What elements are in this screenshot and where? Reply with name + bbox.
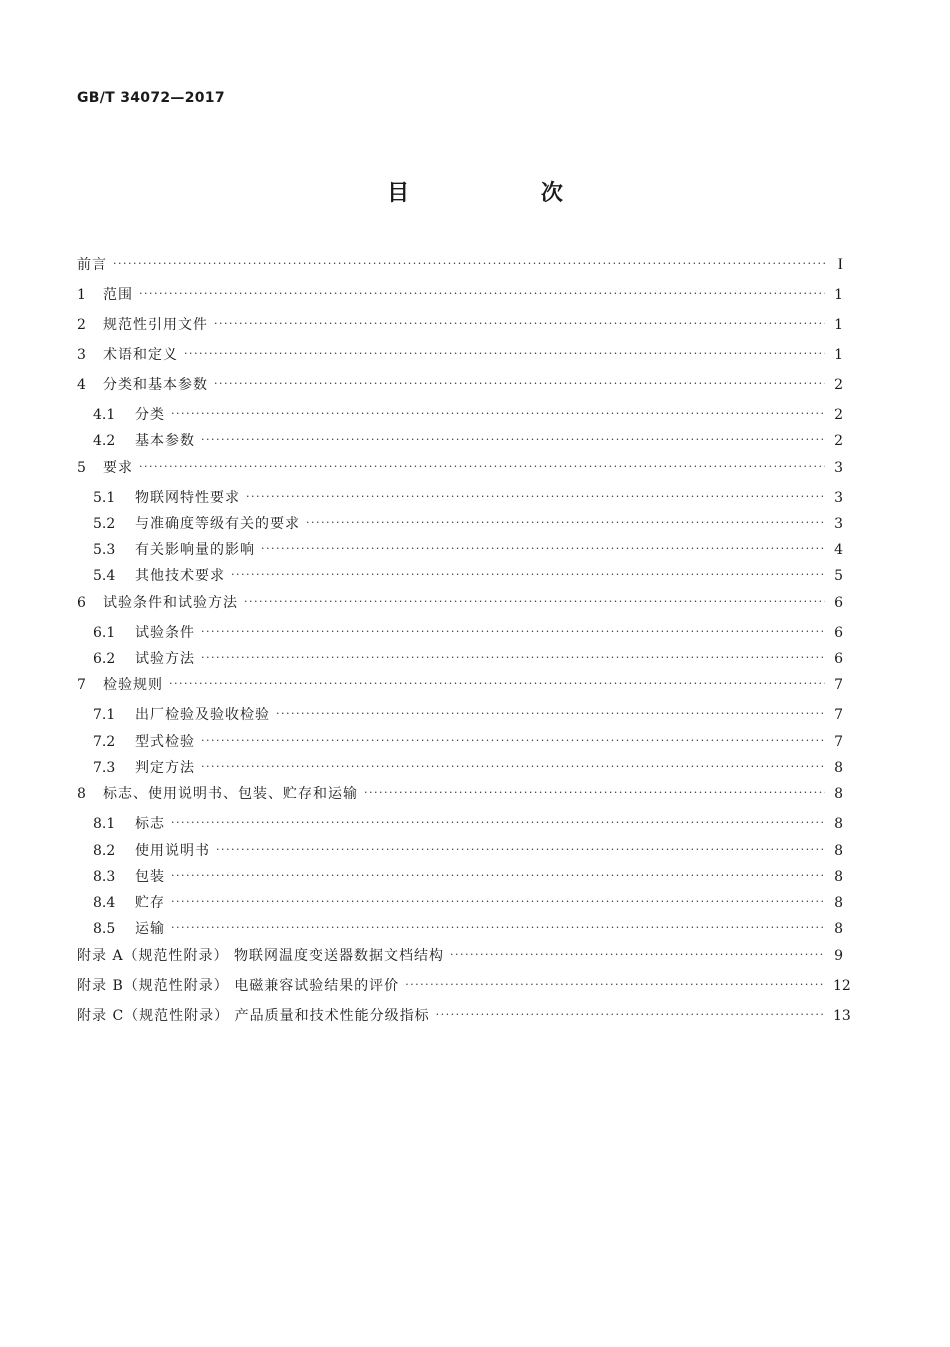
toc-leader-dots xyxy=(306,516,825,529)
toc-entry-page: 3 xyxy=(834,489,843,506)
toc-entry[interactable] xyxy=(77,404,843,430)
toc-entry[interactable] xyxy=(77,622,843,648)
toc-entry-number: 1 xyxy=(77,287,86,303)
toc-entry[interactable] xyxy=(77,314,843,344)
toc-leader-dots xyxy=(113,257,825,270)
toc-entry-page: 1 xyxy=(834,317,843,333)
toc-entry-page: 4 xyxy=(834,542,843,559)
toc-entry-label: 附录 C（规范性附录） 产品质量和技术性能分级指标 xyxy=(77,1007,430,1024)
toc-leader-dots xyxy=(450,948,825,961)
toc-entry[interactable] xyxy=(77,1005,851,1035)
toc-entry[interactable] xyxy=(77,813,843,839)
toc-entry[interactable] xyxy=(77,648,843,674)
toc-entry-number: 4 xyxy=(77,377,86,393)
toc-leader-dots xyxy=(214,317,825,330)
toc-entry-page: 1 xyxy=(834,347,843,363)
toc-leader-dots xyxy=(171,869,825,882)
toc-entry-page: 13 xyxy=(833,1007,851,1024)
toc-entry[interactable] xyxy=(77,840,843,866)
toc-leader-dots xyxy=(201,651,825,664)
toc-entry-page: 2 xyxy=(834,377,843,393)
toc-entry-number: 3 xyxy=(77,347,86,363)
toc-leader-dots xyxy=(139,287,825,300)
toc-entry[interactable] xyxy=(77,945,843,975)
toc-entry-label: 包装 xyxy=(135,868,165,885)
toc-leader-dots xyxy=(171,895,825,908)
toc-entry-label: 基本参数 xyxy=(135,433,195,450)
toc-entry-page: 5 xyxy=(834,568,843,585)
toc-entry[interactable] xyxy=(77,374,843,404)
toc-entry-label: 试验方法 xyxy=(135,651,195,668)
toc-entry-label: 贮存 xyxy=(135,895,165,912)
toc-entry-number: 7.1 xyxy=(93,707,116,724)
toc-leader-dots xyxy=(169,677,825,690)
toc-entry[interactable] xyxy=(77,430,843,456)
toc-entry-number: 8.1 xyxy=(93,816,116,833)
toc-entry[interactable] xyxy=(77,592,843,622)
toc-entry-number: 7 xyxy=(77,677,86,694)
toc-entry[interactable] xyxy=(77,975,851,1005)
toc-entry[interactable] xyxy=(77,539,843,565)
toc-entry-label: 分类和基本参数 xyxy=(103,377,208,393)
toc-entry-label: 附录 A（规范性附录） 物联网温度变送器数据文档结构 xyxy=(77,947,445,964)
toc-leader-dots xyxy=(246,490,825,503)
toc-leader-dots xyxy=(214,377,825,390)
toc-entry-page: 8 xyxy=(834,868,843,885)
toc-entry[interactable] xyxy=(77,704,843,730)
toc-entry-page: 9 xyxy=(834,947,843,964)
toc-entry-page: 2 xyxy=(834,407,843,423)
toc-entry-number: 6.2 xyxy=(93,651,116,668)
toc-leader-dots xyxy=(184,347,825,360)
toc-leader-dots xyxy=(405,978,825,991)
toc-entry[interactable] xyxy=(77,757,843,783)
toc-entry-label: 物联网特性要求 xyxy=(135,489,240,506)
toc-leader-dots xyxy=(139,460,825,473)
toc-entry-label: 判定方法 xyxy=(135,759,195,776)
toc-entry-page: 8 xyxy=(834,786,843,803)
table-of-contents xyxy=(77,254,851,1035)
toc-entry-page: 8 xyxy=(834,842,843,859)
toc-entry-label: 有关影响量的影响 xyxy=(135,542,255,559)
toc-leader-dots xyxy=(276,707,825,720)
toc-entry[interactable] xyxy=(77,254,843,284)
toc-entry-number: 8.2 xyxy=(93,842,116,859)
toc-entry-label: 检验规则 xyxy=(103,677,163,694)
toc-entry-number: 8.3 xyxy=(93,868,116,885)
toc-entry-page: 3 xyxy=(834,459,843,476)
toc-leader-dots xyxy=(171,816,825,829)
toc-entry-label: 型式检验 xyxy=(135,733,195,750)
toc-leader-dots xyxy=(201,760,825,773)
toc-entry-page: 3 xyxy=(834,515,843,532)
toc-entry-number: 6 xyxy=(77,594,86,611)
toc-entry-page: 8 xyxy=(834,816,843,833)
toc-entry-number: 4.2 xyxy=(93,433,116,450)
toc-entry-label: 出厂检验及验收检验 xyxy=(135,707,270,724)
toc-entry-page: 7 xyxy=(834,733,843,750)
toc-entry[interactable] xyxy=(77,487,843,513)
toc-entry-page: 8 xyxy=(834,759,843,776)
toc-entry-label: 试验条件和试验方法 xyxy=(103,594,238,611)
toc-entry-page: I xyxy=(837,256,843,273)
toc-leader-dots xyxy=(201,433,825,446)
toc-leader-dots xyxy=(436,1008,825,1021)
toc-entry-page: 7 xyxy=(834,677,843,694)
toc-entry-number: 5.2 xyxy=(93,515,116,532)
toc-entry-label: 与准确度等级有关的要求 xyxy=(135,515,300,532)
toc-entry-label: 运输 xyxy=(135,921,165,938)
toc-entry[interactable] xyxy=(77,565,843,591)
toc-entry-number: 5.3 xyxy=(93,542,116,559)
toc-entry[interactable] xyxy=(77,866,843,892)
toc-entry[interactable] xyxy=(77,674,843,704)
toc-leader-dots xyxy=(216,843,825,856)
toc-leader-dots xyxy=(171,921,825,934)
toc-entry-number: 5 xyxy=(77,459,86,476)
standard-code: GB/T 34072—2017 xyxy=(77,90,225,106)
toc-entry-number: 5.1 xyxy=(93,489,116,506)
toc-entry-page: 12 xyxy=(833,977,851,994)
toc-leader-dots xyxy=(171,407,825,420)
toc-entry-label: 标志 xyxy=(135,816,165,833)
toc-entry-label: 试验条件 xyxy=(135,624,195,641)
toc-entry-page: 7 xyxy=(834,707,843,724)
toc-entry-page: 8 xyxy=(834,921,843,938)
toc-entry-label: 使用说明书 xyxy=(135,842,210,859)
toc-entry[interactable] xyxy=(77,457,843,487)
toc-entry-label: 标志、使用说明书、包装、贮存和运输 xyxy=(103,786,358,803)
toc-entry-number: 2 xyxy=(77,317,86,333)
toc-entry[interactable] xyxy=(77,918,843,944)
toc-entry-label: 术语和定义 xyxy=(103,347,178,363)
toc-entry[interactable] xyxy=(77,731,843,757)
toc-entry-number: 8.5 xyxy=(93,921,116,938)
toc-entry-label: 分类 xyxy=(135,407,165,423)
toc-entry-label: 前言 xyxy=(77,257,107,273)
toc-entry-number: 6.1 xyxy=(93,624,116,641)
toc-entry-page: 6 xyxy=(834,651,843,668)
toc-entry-page: 8 xyxy=(834,895,843,912)
toc-entry-label: 要求 xyxy=(103,459,133,476)
toc-leader-dots xyxy=(364,786,825,799)
toc-entry-page: 1 xyxy=(834,287,843,303)
toc-entry-page: 2 xyxy=(834,433,843,450)
toc-entry-label: 其他技术要求 xyxy=(135,568,225,585)
toc-leader-dots xyxy=(201,625,825,638)
toc-entry[interactable] xyxy=(77,284,843,314)
toc-entry-label: 附录 B（规范性附录） 电磁兼容试验结果的评价 xyxy=(77,977,400,994)
toc-entry-number: 4.1 xyxy=(93,407,116,423)
toc-entry[interactable] xyxy=(77,892,843,918)
toc-entry-page: 6 xyxy=(834,594,843,611)
toc-entry-label: 范围 xyxy=(103,287,133,303)
toc-entry[interactable] xyxy=(77,513,843,539)
toc-leader-dots xyxy=(261,542,825,555)
toc-entry-number: 7.3 xyxy=(93,759,116,776)
toc-entry[interactable] xyxy=(77,344,843,374)
toc-entry-label: 规范性引用文件 xyxy=(103,317,208,333)
toc-entry-page: 6 xyxy=(834,624,843,641)
toc-entry-number: 8 xyxy=(77,786,86,803)
toc-entry[interactable] xyxy=(77,783,843,813)
page-title: 目 次 xyxy=(387,181,625,206)
toc-entry-number: 8.4 xyxy=(93,895,116,912)
toc-leader-dots xyxy=(201,734,825,747)
toc-entry-number: 5.4 xyxy=(93,568,116,585)
toc-leader-dots xyxy=(244,595,825,608)
toc-leader-dots xyxy=(231,568,825,581)
toc-entry-number: 7.2 xyxy=(93,733,116,750)
